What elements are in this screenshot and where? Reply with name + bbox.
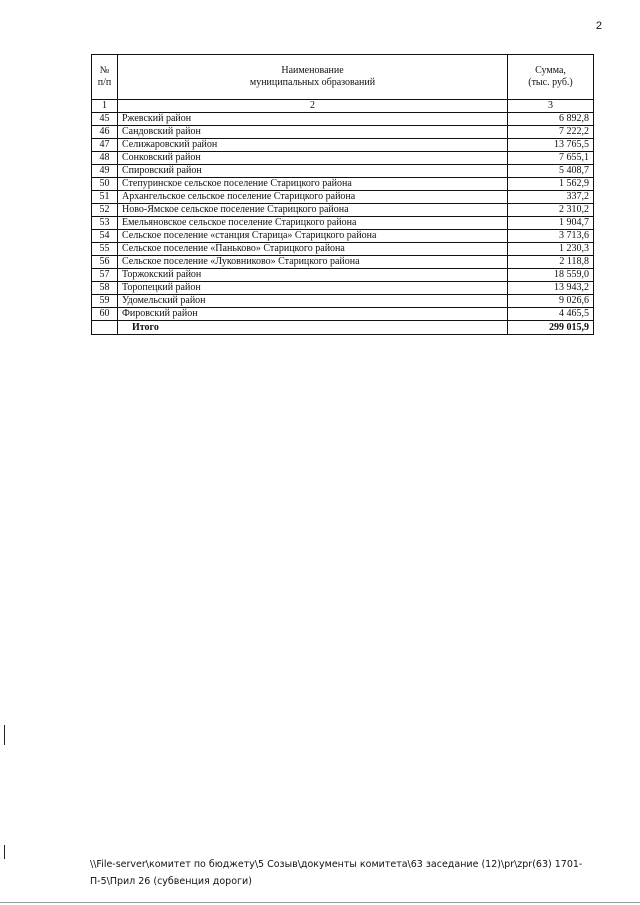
- row-number: 60: [92, 308, 118, 321]
- file-path-footer: \\File-server\комитет по бюджету\5 Созыв\документы комитета\63 заседание (12)\pr\zpr(63) 1701-П-5\Прил 26 (субвенция дороги): [90, 859, 583, 887]
- column-index: 2: [118, 100, 508, 113]
- subsidy-table: [91, 54, 594, 335]
- table-row: [92, 243, 594, 256]
- municipality-name: Сельское поселение «Луковниково» Старицкого района: [118, 256, 508, 269]
- municipality-name: Архангельское сельское поселение Старицкого района: [118, 191, 508, 204]
- table-row: [92, 269, 594, 282]
- total-row: [92, 321, 594, 335]
- table-header-row: [92, 55, 594, 100]
- scan-bottom-edge: [0, 902, 640, 903]
- row-number: 54: [92, 230, 118, 243]
- table-row: [92, 165, 594, 178]
- row-number: 58: [92, 282, 118, 295]
- municipality-name: Сонковский район: [118, 152, 508, 165]
- total-label: Итого: [118, 321, 508, 335]
- column-index: 1: [92, 100, 118, 113]
- row-sum: 2 310,2: [508, 204, 594, 217]
- row-sum: 1 562,9: [508, 178, 594, 191]
- table-row: [92, 113, 594, 126]
- row-sum: 13 943,2: [508, 282, 594, 295]
- municipality-name: Емельяновское сельское поселение Старицкого района: [118, 217, 508, 230]
- municipality-name: Спировский район: [118, 165, 508, 178]
- row-number: 53: [92, 217, 118, 230]
- municipality-name: Торжокский район: [118, 269, 508, 282]
- header-sum: Сумма, (тыс. руб.): [508, 55, 594, 100]
- total-sum: 299 015,9: [508, 321, 594, 335]
- row-number: 50: [92, 178, 118, 191]
- scan-edge-mark: [4, 845, 5, 859]
- row-sum: 3 713,6: [508, 230, 594, 243]
- column-index-row: [92, 100, 594, 113]
- table-row: [92, 256, 594, 269]
- row-number: 57: [92, 269, 118, 282]
- row-sum: 337,2: [508, 191, 594, 204]
- header-number: № п/п: [92, 55, 118, 100]
- column-index: 3: [508, 100, 594, 113]
- table-row: [92, 204, 594, 217]
- row-sum: 4 465,5: [508, 308, 594, 321]
- municipality-name: Торопецкий район: [118, 282, 508, 295]
- row-sum: 1 230,3: [508, 243, 594, 256]
- municipality-name: Сельское поселение «Паньково» Старицкого района: [118, 243, 508, 256]
- table-row: [92, 139, 594, 152]
- municipality-name: Степуринское сельское поселение Старицкого района: [118, 178, 508, 191]
- row-number: 48: [92, 152, 118, 165]
- row-number: 51: [92, 191, 118, 204]
- row-sum: 7 655,1: [508, 152, 594, 165]
- table-row: [92, 152, 594, 165]
- row-sum: 18 559,0: [508, 269, 594, 282]
- municipality-name: Фировский район: [118, 308, 508, 321]
- table-row: [92, 126, 594, 139]
- table-row: [92, 178, 594, 191]
- row-sum: 6 892,8: [508, 113, 594, 126]
- table-row: [92, 282, 594, 295]
- municipality-name: Селижаровский район: [118, 139, 508, 152]
- row-number: 55: [92, 243, 118, 256]
- row-number: 47: [92, 139, 118, 152]
- table-row: [92, 295, 594, 308]
- row-number: 56: [92, 256, 118, 269]
- municipality-name: Ржевский район: [118, 113, 508, 126]
- row-number: 59: [92, 295, 118, 308]
- municipality-name: Сандовский район: [118, 126, 508, 139]
- row-sum: 7 222,2: [508, 126, 594, 139]
- row-number: 46: [92, 126, 118, 139]
- table-row: [92, 230, 594, 243]
- total-empty-cell: [92, 321, 118, 335]
- municipality-name: Удомельский район: [118, 295, 508, 308]
- municipality-name: Сельское поселение «станция Старица» Старицкого района: [118, 230, 508, 243]
- row-sum: 2 118,8: [508, 256, 594, 269]
- municipality-name: Ново-Ямское сельское поселение Старицкого района: [118, 204, 508, 217]
- row-sum: 1 904,7: [508, 217, 594, 230]
- table-row: [92, 191, 594, 204]
- row-number: 52: [92, 204, 118, 217]
- row-sum: 5 408,7: [508, 165, 594, 178]
- row-sum: 9 026,6: [508, 295, 594, 308]
- row-number: 45: [92, 113, 118, 126]
- header-municipality-name: Наименование муниципальных образований: [118, 55, 508, 100]
- row-sum: 13 765,5: [508, 139, 594, 152]
- row-number: 49: [92, 165, 118, 178]
- table-row: [92, 308, 594, 321]
- page-number: 2: [595, 20, 602, 32]
- scan-edge-mark: [4, 725, 5, 745]
- table-row: [92, 217, 594, 230]
